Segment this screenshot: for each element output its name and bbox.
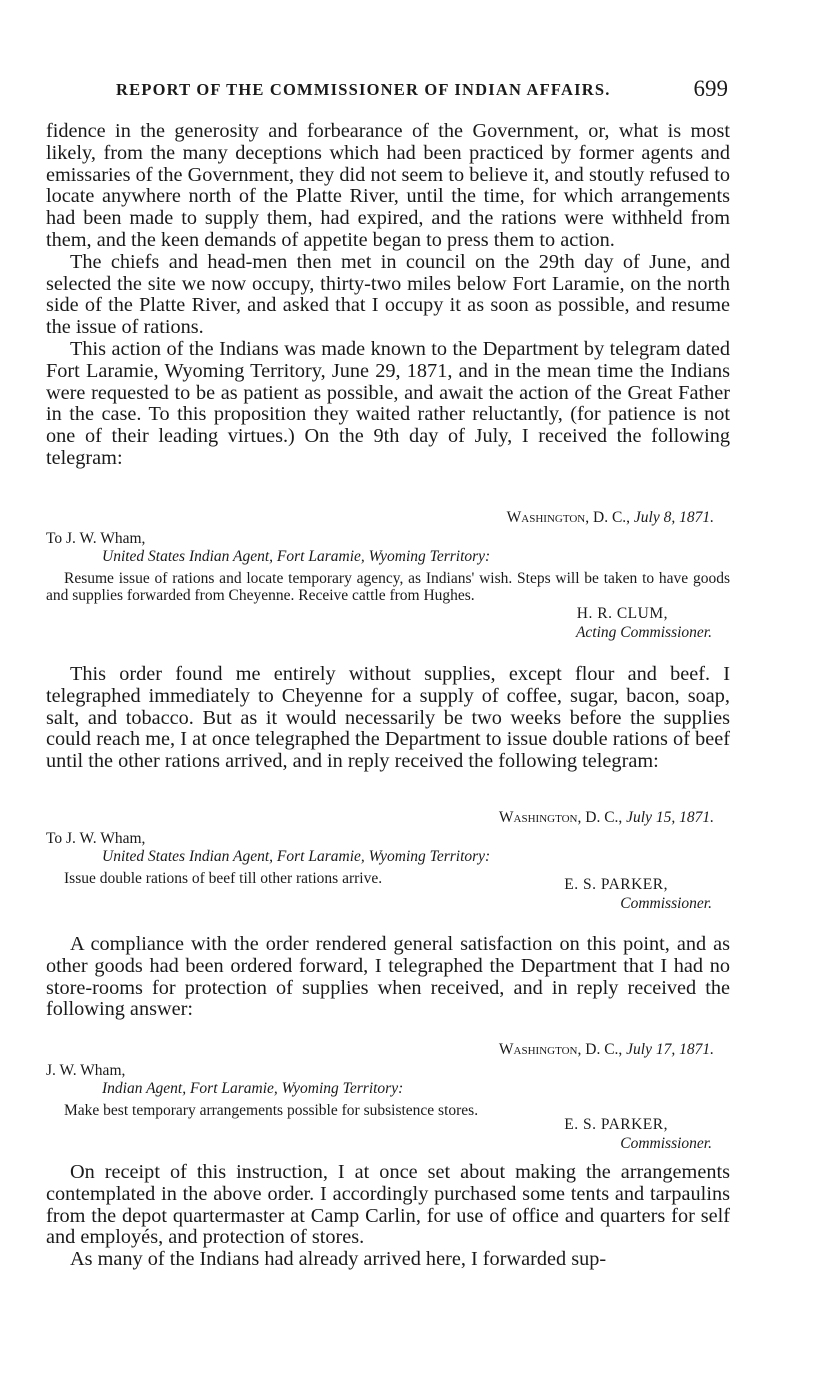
text-block-1 (46, 121, 730, 470)
telegram-date: July 8, 1871. (633, 509, 714, 526)
telegram-3 (46, 1040, 730, 1153)
telegram-signer-title: Commissioner. (620, 895, 712, 912)
telegram-2 (46, 808, 730, 913)
telegram-date: July 15, 1871. (626, 809, 714, 826)
paragraph-compliance: A compliance with the order rendered general satisfaction on this point, and as other goods had been ordered forward, I telegraphed the Department that I had no store-rooms for protection of supplies when received, and in reply received the following answer: (46, 933, 730, 1021)
header-title: REPORT OF THE COMMISSIONER OF INDIAN AFFAIRS. (116, 80, 611, 99)
text-block-3 (46, 934, 730, 1021)
telegram-1 (46, 508, 730, 642)
telegram-signer: E. S. PARKER, (564, 876, 668, 893)
telegram-dateline (46, 508, 730, 528)
telegram-recipient: To J. W. Wham, (46, 830, 146, 847)
telegram-place: Washington, D. C., (498, 1041, 623, 1058)
telegram-recipient: J. W. Wham, (46, 1062, 126, 1079)
telegram-message: Resume issue of rations and locate temporary agency, as Indians' wish. Steps will be taken to have goods and supplies forwarded from Cheyenne. Receive cattle from Hughes. (46, 570, 730, 604)
telegram-place: Washington, D. C., (506, 509, 631, 526)
paragraph-telegram-sent: This action of the Indians was made known to the Department by telegram dated Fort Laramie, Wyoming Territory, June 29, 1871, and in the mean time the Indians were requested to be as patient as possible, and await the action of the Great Father in the case. To this proposition they waited rather reluctantly, (for patience is not one of their leading virtues.) On the 9th day of July, I received the following telegram: (46, 337, 730, 469)
telegram-message: Issue double rations of beef till other rations arrive. (64, 870, 383, 887)
telegram-recipient: To J. W. Wham, (46, 530, 146, 547)
text-block-4 (46, 1162, 730, 1271)
paragraph-order-found: This order found me entirely without supplies, except flour and beef. I telegraphed immediately to Cheyenne for a supply of coffee, sugar, bacon, soap, salt, and tobacco. But as it would necessarily be two weeks before the supplies could reach me, I at once telegraphed the Department to issue double rations of beef until the other rations arrived, and in reply received the following telegram: (46, 663, 730, 773)
telegram-signer: E. S. PARKER, (564, 1116, 668, 1133)
telegram-signer-title: Acting Commissioner. (575, 624, 712, 641)
telegram-place: Washington, D. C., (498, 809, 623, 826)
paragraph-council: The chiefs and head-men then met in council on the 29th day of June, and selected the site we now occupy, thirty-two miles below Fort Laramie, on the north side of the Platte River, and asked that I occupy it as soon as possible, and resume the issue of rations. (46, 250, 730, 339)
telegram-address: United States Indian Agent, Fort Laramie, Wyoming Territory: (102, 548, 491, 565)
telegram-signer-title: Commissioner. (620, 1135, 712, 1152)
telegram-signer: H. R. CLUM, (576, 605, 668, 622)
telegram-address: United States Indian Agent, Fort Laramie, Wyoming Territory: (102, 848, 491, 865)
telegram-date: July 17, 1871. (626, 1041, 714, 1058)
telegram-address: Indian Agent, Fort Laramie, Wyoming Territory: (102, 1080, 404, 1097)
text-block-2 (46, 664, 730, 773)
paragraph-forwarded: As many of the Indians had already arrived here, I forwarded sup- (70, 1248, 607, 1271)
telegram-dateline (46, 1040, 730, 1060)
paragraph-receipt: On receipt of this instruction, I at once set about making the arrangements contemplated in the above order. I accordingly purchased some tents and tarpaulins from the depot quartermaster at Camp Carlin, for use of office and quarters for self and employés, and protection of stores. (46, 1161, 730, 1249)
page-number: 699 (693, 76, 728, 101)
telegram-dateline (46, 808, 730, 828)
running-header (116, 76, 728, 106)
telegram-message: Make best temporary arrangements possible for subsistence stores. (64, 1102, 479, 1119)
paragraph-continued: fidence in the generosity and forbearance of the Government, or, what is most likely, from the many deceptions which had been practiced by former agents and emissaries of the Government, they did not seem to believe it, and stoutly refused to locate anywhere north of the Platte River, until the time, for which arrangements had been made to supply them, had expired, and the rations were withheld from them, and the keen demands of appetite began to press them to action. (46, 120, 730, 251)
